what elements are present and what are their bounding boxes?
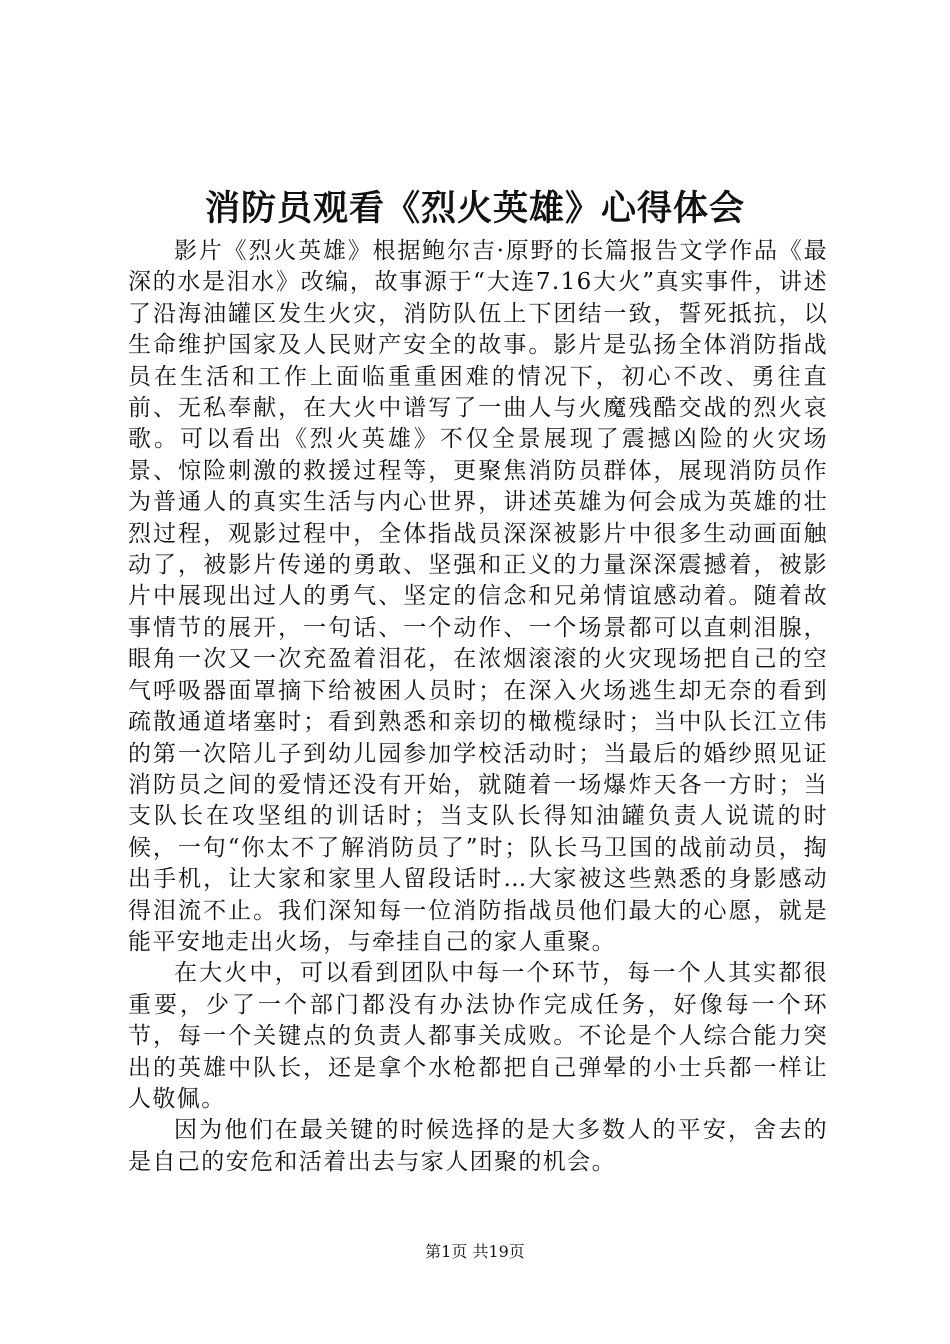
page-footer: 第1页 共19页 [425,1242,525,1261]
paragraph-2: 在大火中，可以看到团队中每一个环节，每一个人其实都很重要，少了一个部门都没有办法协作完成任务，好像每一个环节，每一个关键点的负责人都事关成败。不论是个人综合能力突出的英雄中队长，还是拿个水枪都把自己弹晕的小士兵都一样让人敬佩。 [128,960,828,1112]
paragraph-3: 因为他们在最关键的时候选择的是大多数人的平安，舍去的是自己的安危和活着出去与家人团聚的机会。 [128,1117,828,1175]
document-body [128,236,828,1178]
paragraph-1: 影片《烈火英雄》根据鲍尔吉·原野的长篇报告文学作品《最深的水是泪水》改编，故事源于“大连7.16大火”真实事件，讲述了沿海油罐区发生火灾，消防队伍上下团结一致，誓死抵抗，以生命维护国家及人民财产安全的故事。影片是弘扬全体消防指战员在生活和工作上面临重重困难的情况下，初心不改、勇往直前、无私奉献，在大火中谱写了一曲人与火魔残酷交战的烈火哀歌。可以看出《烈火英雄》不仅全景展现了震撼凶险的火灾场景、惊险刺激的救援过程等，更聚焦消防员群体，展现消防员作为普通人的真实生活与内心世界，讲述英雄为何会成为英雄的壮烈过程，观影过程中，全体指战员深深被影片中很多生动画面触动了，被影片传递的勇敢、坚强和正义的力量深深震撼着，被影片中展现出过人的勇气、坚定的信念和兄弟情谊感动着。随着故事情节的展开，一句话、一个动作、一个场景都可以直刺泪腺，眼角一次又一次充盈着泪花，在浓烟滚滚的火灾现场把自己的空气呼吸器面罩摘下给被困人员时；在深入火场逃生却无奈的看到疏散通道堵塞时；看到熟悉和亲切的橄榄绿时；当中队长江立伟的第一次陪儿子到幼儿园参加学校活动时；当最后的婚纱照见证消防员之间的爱情还没有开始，就随着一场爆炸天各一方时；当支队长在攻坚组的训话时；当支队长得知油罐负责人说谎的时候，一句“你太不了解消防员了”时；队长马卫国的战前动员，掏出手机，让大家和家里人留段话时…大家被这些熟悉的身影感动得泪流不止。我们深知每一位消防指战员他们最大的心愿，就是能平安地走出火场，与牵挂自己的家人重聚。 [128,238,828,955]
document-title: 消防员观看《烈火英雄》心得体会 [204,189,745,229]
